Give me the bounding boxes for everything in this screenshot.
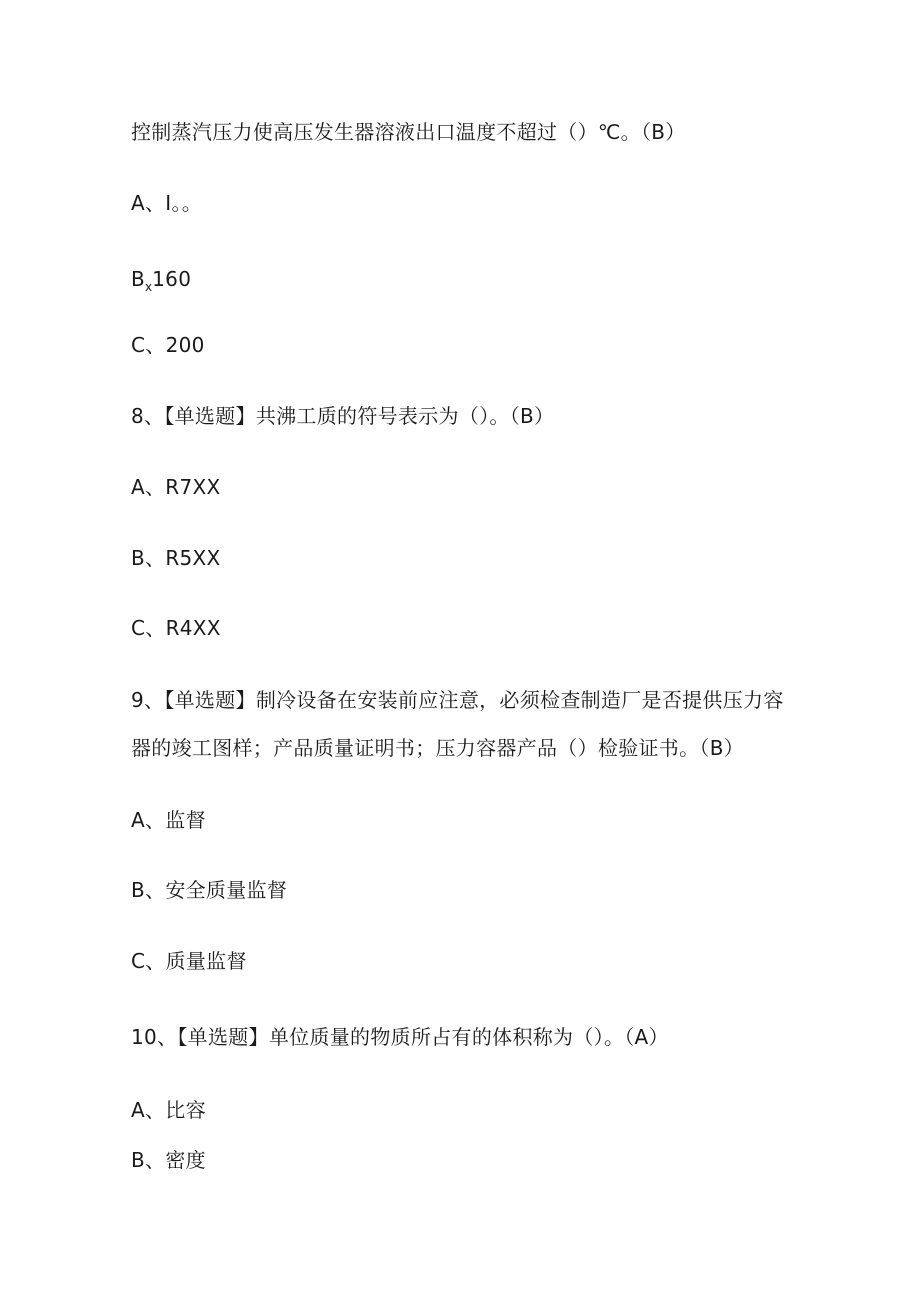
question-8-option-b: B、R5XX bbox=[131, 546, 221, 570]
question-8-stem: 8、【单选题】共沸工质的符号表示为（）。（B） bbox=[131, 404, 555, 428]
question-10-stem: 10、【单选题】单位质量的物质所占有的体积称为（）。（A） bbox=[131, 1025, 669, 1049]
option-b-subscript: x bbox=[145, 280, 153, 294]
option-c-temperature: C、200 bbox=[131, 333, 205, 357]
question-8-option-c: C、R4XX bbox=[131, 616, 221, 640]
option-b-temperature bbox=[131, 267, 191, 299]
option-b-letter: B bbox=[131, 267, 146, 291]
question-9-option-a: A、监督 bbox=[131, 808, 206, 832]
question-9-stem-line-2: 器的竣工图样；产品质量证明书；压力容器产品（）检验证书。（B） bbox=[131, 736, 745, 760]
question-10-option-b: B、密度 bbox=[131, 1148, 206, 1172]
question-8-option-a: A、R7XX bbox=[131, 475, 221, 499]
option-b-value: 160 bbox=[152, 267, 192, 291]
question-stem-temperature: 控制蒸汽压力使高压发生器溶液出口温度不超过（）℃。（B） bbox=[131, 120, 686, 144]
question-9-stem-line-1: 9、【单选题】制冷设备在安装前应注意，必须检查制造厂是否提供压力容 bbox=[131, 688, 784, 712]
option-a-temperature: A、I。。 bbox=[131, 191, 203, 215]
question-10-option-a: A、比容 bbox=[131, 1098, 206, 1122]
question-9-option-b: B、安全质量监督 bbox=[131, 878, 288, 902]
question-9-option-c: C、质量监督 bbox=[131, 949, 247, 973]
